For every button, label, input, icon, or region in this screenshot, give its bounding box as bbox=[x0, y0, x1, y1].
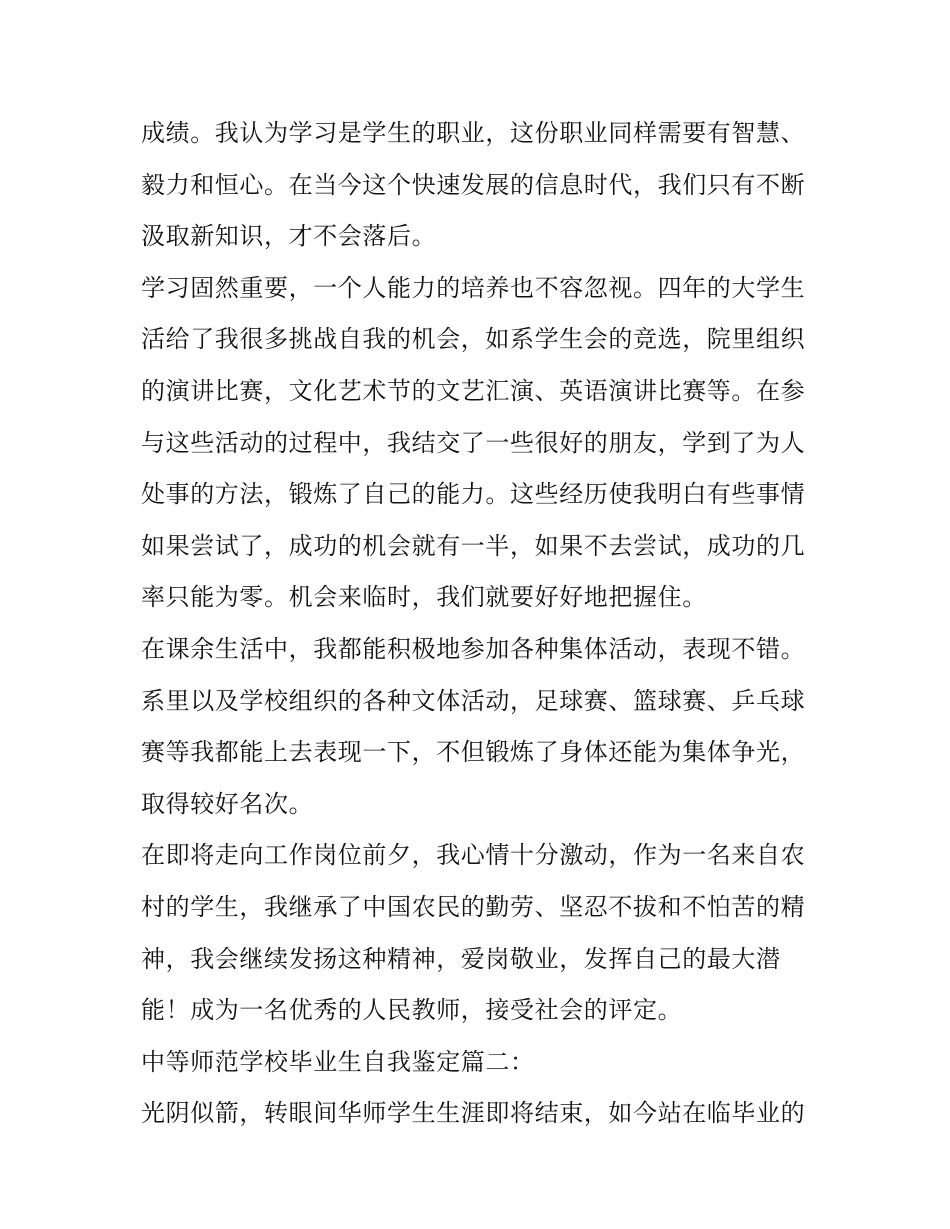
text-line: 的演讲比赛，文化艺术节的文艺汇演、英语演讲比赛等。在参 bbox=[141, 376, 806, 405]
text-line: 能！成为一名优秀的人民教师，接受社会的评定。 bbox=[141, 996, 683, 1025]
text-line: 学习固然重要，一个人能力的培养也不容忽视。四年的大学生 bbox=[141, 273, 806, 302]
text-line: 取得较好名次。 bbox=[141, 789, 314, 818]
text-line: 成绩。我认为学习是学生的职业，这份职业同样需要有智慧、 bbox=[141, 119, 806, 147]
text-line: 活给了我很多挑战自我的机会，如系学生会的竞选，院里组织 bbox=[141, 325, 806, 354]
text-line: 光阴似箭，转眼间华师学生生涯即将结束，如今站在临毕业的 bbox=[141, 1099, 806, 1128]
text-line: 率只能为零。机会来临时，我们就要好好地把握住。 bbox=[141, 583, 707, 612]
text-line: 村的学生，我继承了中国农民的勤劳、坚忍不拔和不怕苦的精 bbox=[141, 892, 806, 921]
text-line: 毅力和恒心。在当今这个快速发展的信息时代，我们只有不断 bbox=[141, 170, 806, 199]
text-line: 如果尝试了，成功的机会就有一半，如果不去尝试，成功的几 bbox=[141, 531, 806, 560]
text-line: 汲取新知识，才不会落后。 bbox=[141, 222, 437, 251]
document-body bbox=[141, 108, 821, 1140]
text-line: 赛等我都能上去表现一下，不但锻炼了身体还能为集体争光， bbox=[141, 738, 806, 767]
text-line: 处事的方法，锻炼了自己的能力。这些经历使我明白有些事情 bbox=[141, 480, 806, 509]
text-line: 在即将走向工作岗位前夕，我心情十分激动，作为一名来自农 bbox=[141, 841, 806, 870]
text-line: 系里以及学校组织的各种文体活动，足球赛、篮球赛、乒乓球 bbox=[141, 686, 806, 715]
text-line: 在课余生活中，我都能积极地参加各种集体活动，表现不错。 bbox=[141, 634, 806, 663]
section-heading: 中等师范学校毕业生自我鉴定篇二： bbox=[141, 1047, 535, 1076]
text-line: 与这些活动的过程中，我结交了一些很好的朋友，学到了为人 bbox=[141, 428, 806, 457]
text-line: 神，我会继续发扬这种精神，爱岗敬业，发挥自己的最大潜 bbox=[141, 944, 781, 973]
